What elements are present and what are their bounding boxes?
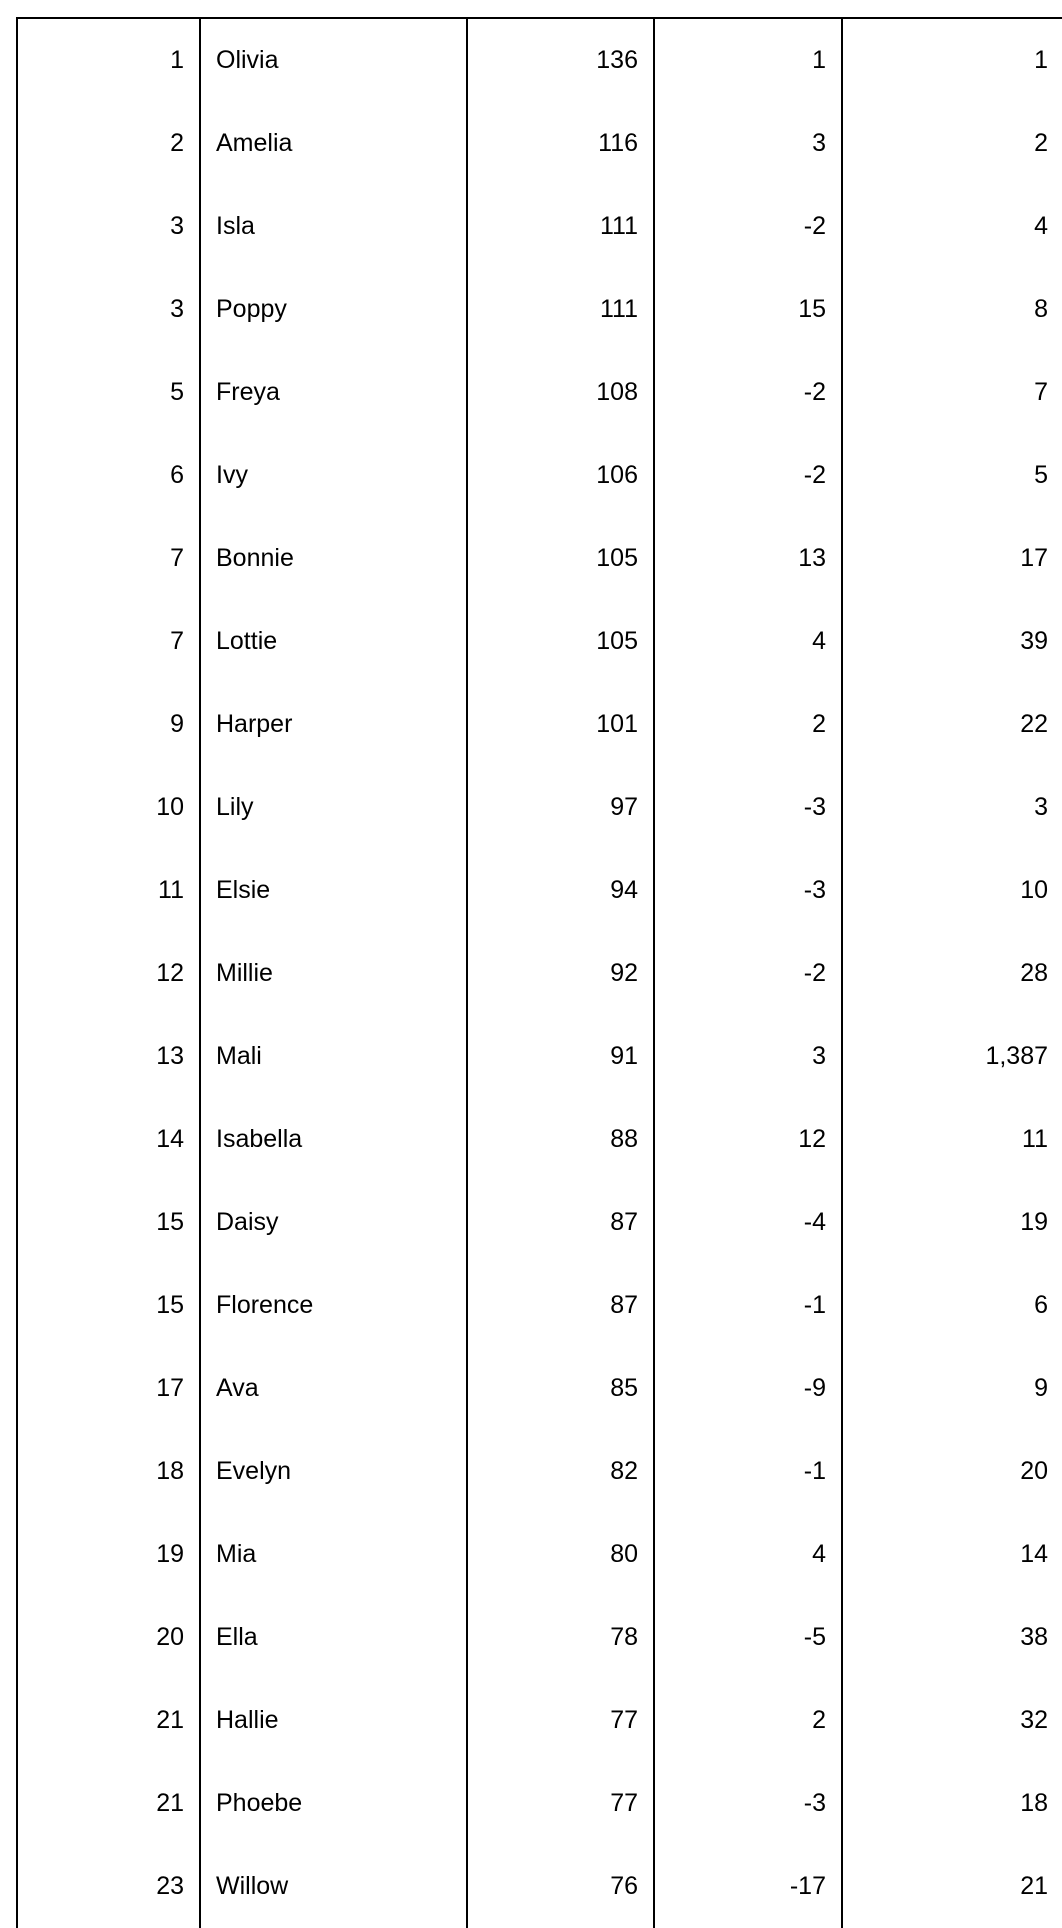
previous-rank-cell: 18 <box>842 1762 1062 1845</box>
names-table <box>16 17 1062 1928</box>
count-cell: 77 <box>467 1762 654 1845</box>
name-cell: Florence <box>200 1264 467 1347</box>
rank-cell: 12 <box>17 932 200 1015</box>
name-cell: Mali <box>200 1015 467 1098</box>
change-cell: 13 <box>654 517 842 600</box>
rank-cell: 21 <box>17 1762 200 1845</box>
change-cell: -2 <box>654 351 842 434</box>
name-cell: Phoebe <box>200 1762 467 1845</box>
change-cell: -17 <box>654 1845 842 1928</box>
count-cell: 105 <box>467 600 654 683</box>
table-row <box>17 683 1062 766</box>
table-row <box>17 1596 1062 1679</box>
rank-cell: 21 <box>17 1679 200 1762</box>
count-cell: 94 <box>467 849 654 932</box>
name-cell: Bonnie <box>200 517 467 600</box>
change-cell: -9 <box>654 1347 842 1430</box>
change-cell: 4 <box>654 600 842 683</box>
table-row <box>17 1181 1062 1264</box>
rank-cell: 19 <box>17 1513 200 1596</box>
table-row <box>17 1015 1062 1098</box>
previous-rank-cell: 7 <box>842 351 1062 434</box>
previous-rank-cell: 28 <box>842 932 1062 1015</box>
count-cell: 85 <box>467 1347 654 1430</box>
previous-rank-cell: 8 <box>842 268 1062 351</box>
rank-cell: 14 <box>17 1098 200 1181</box>
table-row <box>17 434 1062 517</box>
change-cell: 2 <box>654 683 842 766</box>
previous-rank-cell: 10 <box>842 849 1062 932</box>
rank-cell: 20 <box>17 1596 200 1679</box>
count-cell: 97 <box>467 766 654 849</box>
previous-rank-cell: 19 <box>842 1181 1062 1264</box>
count-cell: 78 <box>467 1596 654 1679</box>
table-row <box>17 1264 1062 1347</box>
table-row <box>17 1430 1062 1513</box>
change-cell: 3 <box>654 1015 842 1098</box>
change-cell: -3 <box>654 1762 842 1845</box>
change-cell: 4 <box>654 1513 842 1596</box>
count-cell: 80 <box>467 1513 654 1596</box>
change-cell: -1 <box>654 1430 842 1513</box>
count-cell: 111 <box>467 268 654 351</box>
name-cell: Ivy <box>200 434 467 517</box>
rank-cell: 7 <box>17 600 200 683</box>
table-row <box>17 600 1062 683</box>
name-cell: Amelia <box>200 102 467 185</box>
change-cell: -4 <box>654 1181 842 1264</box>
names-table-body <box>17 18 1062 1928</box>
count-cell: 111 <box>467 185 654 268</box>
count-cell: 116 <box>467 102 654 185</box>
name-cell: Millie <box>200 932 467 1015</box>
count-cell: 76 <box>467 1845 654 1928</box>
change-cell: -5 <box>654 1596 842 1679</box>
table-row <box>17 1513 1062 1596</box>
table-row <box>17 1762 1062 1845</box>
name-cell: Evelyn <box>200 1430 467 1513</box>
name-cell: Mia <box>200 1513 467 1596</box>
count-cell: 136 <box>467 18 654 102</box>
rank-cell: 6 <box>17 434 200 517</box>
count-cell: 105 <box>467 517 654 600</box>
rank-cell: 1 <box>17 18 200 102</box>
name-cell: Elsie <box>200 849 467 932</box>
name-cell: Isla <box>200 185 467 268</box>
change-cell: 12 <box>654 1098 842 1181</box>
previous-rank-cell: 38 <box>842 1596 1062 1679</box>
previous-rank-cell: 9 <box>842 1347 1062 1430</box>
rank-cell: 10 <box>17 766 200 849</box>
change-cell: -2 <box>654 434 842 517</box>
change-cell: -1 <box>654 1264 842 1347</box>
name-cell: Lily <box>200 766 467 849</box>
rank-cell: 5 <box>17 351 200 434</box>
name-cell: Olivia <box>200 18 467 102</box>
previous-rank-cell: 1,387 <box>842 1015 1062 1098</box>
name-cell: Lottie <box>200 600 467 683</box>
count-cell: 92 <box>467 932 654 1015</box>
count-cell: 88 <box>467 1098 654 1181</box>
count-cell: 101 <box>467 683 654 766</box>
rank-cell: 15 <box>17 1264 200 1347</box>
previous-rank-cell: 20 <box>842 1430 1062 1513</box>
table-row <box>17 18 1062 102</box>
table-row <box>17 268 1062 351</box>
table-row <box>17 102 1062 185</box>
table-row <box>17 1098 1062 1181</box>
table-row <box>17 849 1062 932</box>
change-cell: -3 <box>654 766 842 849</box>
rank-cell: 18 <box>17 1430 200 1513</box>
rank-cell: 13 <box>17 1015 200 1098</box>
table-row <box>17 517 1062 600</box>
name-cell: Harper <box>200 683 467 766</box>
count-cell: 82 <box>467 1430 654 1513</box>
previous-rank-cell: 22 <box>842 683 1062 766</box>
table-row <box>17 932 1062 1015</box>
previous-rank-cell: 14 <box>842 1513 1062 1596</box>
count-cell: 91 <box>467 1015 654 1098</box>
name-cell: Willow <box>200 1845 467 1928</box>
table-row <box>17 351 1062 434</box>
rank-cell: 15 <box>17 1181 200 1264</box>
rank-cell: 17 <box>17 1347 200 1430</box>
change-cell: 2 <box>654 1679 842 1762</box>
count-cell: 87 <box>467 1181 654 1264</box>
previous-rank-cell: 6 <box>842 1264 1062 1347</box>
previous-rank-cell: 4 <box>842 185 1062 268</box>
count-cell: 77 <box>467 1679 654 1762</box>
name-cell: Ava <box>200 1347 467 1430</box>
change-cell: 15 <box>654 268 842 351</box>
table-row <box>17 766 1062 849</box>
previous-rank-cell: 21 <box>842 1845 1062 1928</box>
name-cell: Freya <box>200 351 467 434</box>
previous-rank-cell: 1 <box>842 18 1062 102</box>
rank-cell: 3 <box>17 185 200 268</box>
previous-rank-cell: 32 <box>842 1679 1062 1762</box>
table-row <box>17 1845 1062 1928</box>
previous-rank-cell: 2 <box>842 102 1062 185</box>
previous-rank-cell: 11 <box>842 1098 1062 1181</box>
table-row <box>17 1679 1062 1762</box>
rank-cell: 23 <box>17 1845 200 1928</box>
previous-rank-cell: 5 <box>842 434 1062 517</box>
rank-cell: 3 <box>17 268 200 351</box>
table-row <box>17 1347 1062 1430</box>
count-cell: 106 <box>467 434 654 517</box>
name-cell: Daisy <box>200 1181 467 1264</box>
count-cell: 108 <box>467 351 654 434</box>
name-cell: Ella <box>200 1596 467 1679</box>
rank-cell: 7 <box>17 517 200 600</box>
previous-rank-cell: 39 <box>842 600 1062 683</box>
name-cell: Poppy <box>200 268 467 351</box>
rank-cell: 11 <box>17 849 200 932</box>
table-row <box>17 185 1062 268</box>
name-cell: Hallie <box>200 1679 467 1762</box>
change-cell: -3 <box>654 849 842 932</box>
previous-rank-cell: 17 <box>842 517 1062 600</box>
name-cell: Isabella <box>200 1098 467 1181</box>
change-cell: -2 <box>654 932 842 1015</box>
rank-cell: 9 <box>17 683 200 766</box>
change-cell: -2 <box>654 185 842 268</box>
change-cell: 3 <box>654 102 842 185</box>
rank-cell: 2 <box>17 102 200 185</box>
previous-rank-cell: 3 <box>842 766 1062 849</box>
count-cell: 87 <box>467 1264 654 1347</box>
change-cell: 1 <box>654 18 842 102</box>
